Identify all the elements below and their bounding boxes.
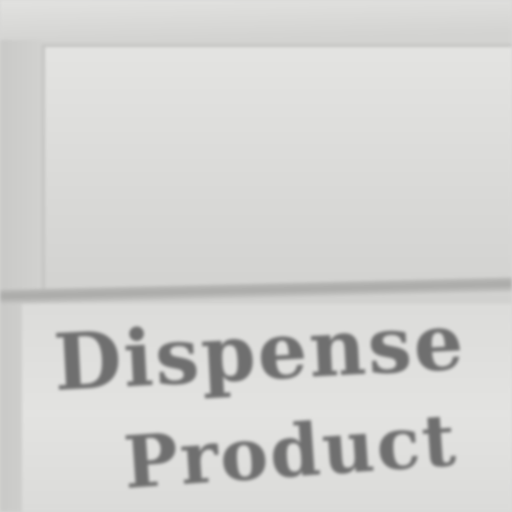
- top-trim: [0, 0, 512, 44]
- label-line-2: Product: [121, 396, 461, 505]
- label-line-1: Dispense: [51, 296, 468, 409]
- upper-panel: [42, 44, 512, 296]
